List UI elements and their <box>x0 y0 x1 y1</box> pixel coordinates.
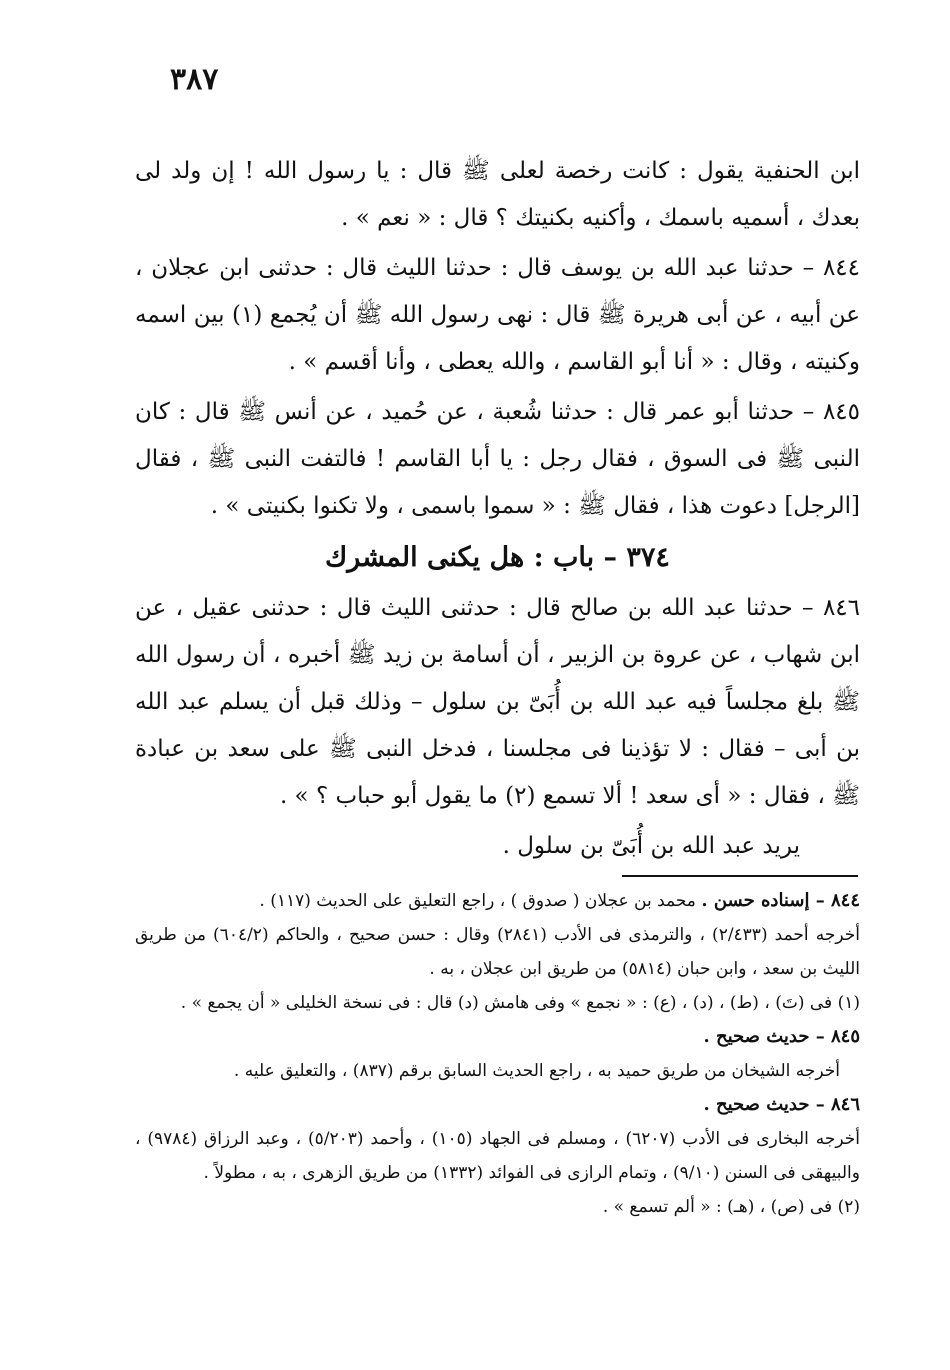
footnote-844-takhrij: أخرجه أحمد (٢/٤٣٣) ، والترمذى فى الأدب (٢٨٤١) وقال : حسن صحيح ، والحاكم (٦٠٤/٢) من طريق الليث بن سعد ، وابن حبان (٥٨١٤) من طريق ابن عجلان ، به . <box>135 925 860 979</box>
page-number: ٣٨٧ <box>170 62 219 97</box>
footnote-846-takhrij: أخرجه البخارى فى الأدب (٦٢٠٧) ، ومسلم فى الجهاد (١٠٥) ، وأحمد (٥/٢٠٣) ، وعبد الرزاق (٩٧٨٤) ، والبيهقى فى السنن (٩/١٠) ، وتمام الرازى فى الفوائد (١٣٣٢) من طريق الزهرى ، به ، مطولاً . <box>135 1129 861 1183</box>
footnote-846-heading: ٨٤٦ – حديث صحيح . <box>703 1094 860 1115</box>
hadith-846-note: يريد عبد الله بن أُبَىّ بن سلول . <box>502 833 800 859</box>
footnote-845-heading: ٨٤٥ – حديث صحيح . <box>703 1026 860 1047</box>
footnote-845-takhrij: أخرجه الشيخان من طريق حميد به ، راجع الحديث السابق برقم (٨٣٧) ، والتعليق عليه . <box>233 1061 840 1081</box>
hadith-846: ٨٤٦ – حدثنا عبد الله بن صالح قال : حدثنى الليث قال : حدثنى عقيل ، عن ابن شهاب ، عن عروة بن الزبير ، أن أسامة بن زيد ﷺ أخبره ، أن رسول الله ﷺ بلغ مجلساً فيه عبد الله بن أُبَىّ بن سلول – وذلك قبل أن يسلم عبد الله بن أبى – فقال : لا تؤذينا فى مجلسنا ، فدخل النبى ﷺ على سعد بن عبادة ﷺ ، فقال : « أى سعد ! ألا تسمع (٢) ما يقول أبو حباب ؟ » . <box>135 595 860 809</box>
chapter-heading: ٣٧٤ – باب : هل يكنى المشرك <box>325 542 670 573</box>
footnote-844 <box>135 884 860 918</box>
hadith-844: ٨٤٤ – حدثنا عبد الله بن يوسف قال : حدثنا الليث قال : حدثنى ابن عجلان ، عن أبيه ، عن أبى هريرة ﷺ قال : نهى رسول الله ﷺ أن يُجمع (١) بين اسمه وكنيته ، وقال : « أنا أبو القاسم ، والله يعطى ، وأنا أقسم » . <box>135 255 860 375</box>
footnote-844-heading: ٨٤٤ – إسناده حسن . <box>701 890 860 911</box>
paragraph-continuation: ابن الحنفية يقول : كانت رخصة لعلى ﷺ قال : يا رسول الله ! إن ولد لى بعدك ، أسميه باسمك ، وأكنيه بكنيتك ؟ قال : « نعم » . <box>135 158 860 231</box>
footnotes <box>135 884 860 1224</box>
footnote-844-text: محمد بن عجلان ( صدوق ) ، راجع التعليق على الحديث (١١٧) . <box>259 891 696 911</box>
footnote-1: (١) فى (تَ) ، (ط) ، (د) ، (ع) : « نجمع » وفى هامش (د) قال : فى نسخة الخليلى « أن يجمع » . <box>180 993 860 1013</box>
footnote-2: (٢) فى (ص) ، (هـ) : « ألم تسمع » . <box>602 1197 860 1217</box>
footnote-divider <box>622 875 858 877</box>
hadith-845: ٨٤٥ – حدثنا أبو عمر قال : حدثنا شُعبة ، عن حُميد ، عن أنس ﷺ قال : كان النبى ﷺ فى السوق ، فقال رجل : يا أبا القاسم ! فالتفت النبى ﷺ ، فقال [الرجل] دعوت هذا ، فقال ﷺ : « سموا باسمى ، ولا تكنوا بكنيتى » . <box>135 399 860 519</box>
main-text <box>135 148 860 873</box>
